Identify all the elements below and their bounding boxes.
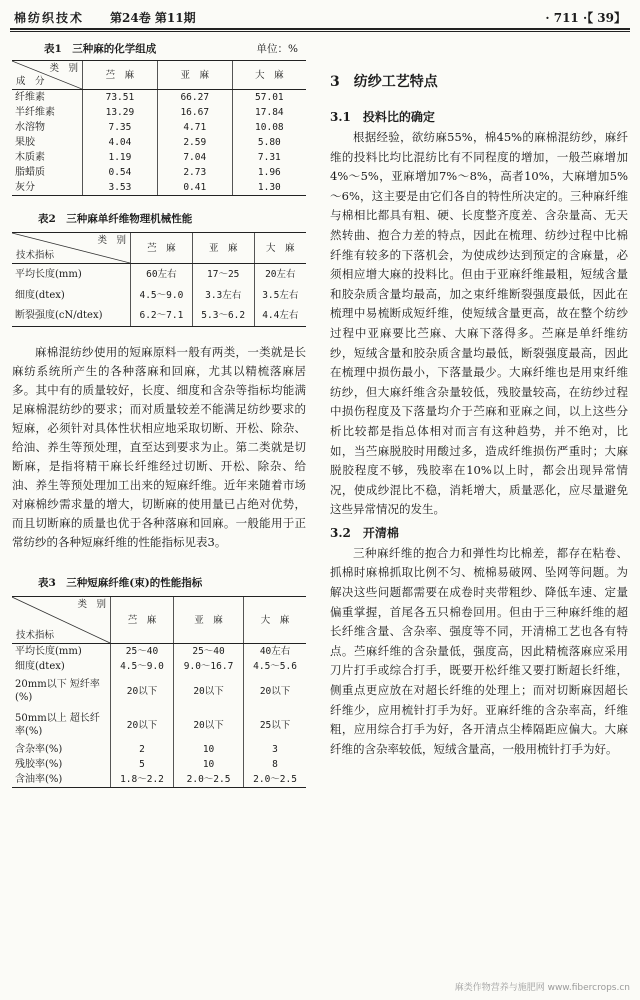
cell-value: 25～40 [111,644,174,660]
subsection-paragraph: 三种麻纤维的抱合力和弹性均比棉差，都存在粘卷、抓棉时麻棉抓取比例不匀、梳棉易破网、坠网等问题。为解决这些问题都需要在成卷时夹带粗纱、降低车速、定量偏重掌握，首尾各五只棉卷回用。但由于三种麻纤维的超长纤维含量、含杂率、强度等不同，开清棉工艺也各有特点。苎麻纤维的含杂量低，强度高，因此精梳落麻应采用刀片打手或综合打手，既要开松纤维又要打断超长纤维，侧重点更应放在对超长纤维的处理上；而对切断麻因超长纤维少，应用梳针打手为好。亚麻纤维的含杂率高，纤维粗，应用综合打手为好，各开清点尘棒隔距应偏大。大麻纤维的含杂率较低，短绒含量高，一般用梳针打手为好。 [330,545,628,756]
row-label: 含杂率(%) [15,744,63,755]
table2-col-header: 苎 麻 [131,233,193,264]
table3-corner-cell [12,597,111,644]
table3-corner-top: 类 别 [77,599,106,610]
table2-header-row [12,233,306,264]
table-row [12,742,306,757]
row-label: 20mm以下 短纤率(%) [15,679,100,703]
row-label: 半纤维素 [15,107,55,118]
subsection-title: 3.1 投料比的确定 [330,110,435,124]
cell-value: 40左右 [244,644,306,660]
cell-value: 1.8～2.2 [111,772,174,788]
issue-info: 第24卷 第11期 [110,11,196,25]
table3-corner-bottom: 技术指标 [16,630,55,641]
header-rule [10,28,630,30]
cell-value: 10 [174,757,244,772]
table3-col-header: 大 麻 [244,597,306,644]
cell-value: 20以下 [174,708,244,742]
row-label: 平均长度(mm) [15,268,82,280]
cell-value: 57.01 [232,90,306,106]
row-label: 残胶率(%) [15,759,63,770]
cell-value: 4.5～9.0 [111,659,174,674]
table-row [12,165,306,180]
table1-caption-row [44,40,306,58]
left-column [12,40,306,788]
subsection-paragraph: 根据经验，欲纺麻55%，棉45%的麻棉混纺纱，麻纤维的投料比均比混纺比有不同程度的增加，一般苎麻增加4%～5%，亚麻增加7%～8%，高者10%，大麻增加5%～6%，这主要是由它们各自的特性所决定的。三种麻纤维与棉相比都具有粗、硬、长度整齐度差、含杂量高、无天然转曲、抱合力差的特点，因此在梳理、纺纱过程中比棉纤维有较多的下落机会，为使成纱达到预定的含麻量，必须相应增大麻的投料比。但由于亚麻纤维最粗，短绒含量和胶杂质含量均最高，加之束纤维断裂强度最低，因此在梳理中易梳断成短纤维，使短绒含量更高，故在整个纺纱过程中亚麻要比苎麻、大麻下落得多。苎麻是单纤维纺纱，短绒含量和胶杂质含量均最低，断裂强度最高，因此在梳理中损伤最小，下落量最少。大麻纤维也是用束纤维纺纱，但大麻纤维含杂量较低，残胶量较高，在纺纱过程中损伤程度及下落量均介于苎麻和亚麻之间，以上这些分析比较都是指总体相对而言有这种趋势，并不绝对，比如，当苎麻脱胶时用酸过多，造成纤维损伤严重时；大麻脱胶程度不够，残胶率在10%以上时，都会出现异常情况，使成纱混比不稳，消耗增大，质量恶化，应尽量避免这些异常情况的发生。 [330,130,628,517]
table3-caption-row [38,574,306,592]
table2-corner-cell [12,233,131,264]
row-label: 平均长度(mm) [15,646,82,657]
cell-value: 2.73 [157,165,232,180]
table1-unit: 单位：% [256,43,298,55]
table-row [12,150,306,165]
row-label: 果胶 [15,137,35,148]
table2-col-header: 大 麻 [254,233,306,264]
table2-col-header: 亚 麻 [192,233,254,264]
row-label: 断裂强度(cN/dtex) [12,306,131,327]
table1-corner-cell [12,61,83,90]
page-number: · 711 ·【 39】 [545,11,626,25]
table-row [12,644,306,660]
cell-value: 1.19 [83,150,158,165]
cell-value: 20以下 [244,674,306,708]
site-watermark: 麻类作物营养与施肥网 www.fibercrops.cn [454,983,630,993]
row-label: 灰分 [12,180,83,196]
cell-value: 66.27 [157,90,232,106]
table-row [12,90,306,106]
table-row [12,180,306,196]
row-label: 含油率(%) [12,772,111,788]
cell-value: 4.4左右 [254,306,306,327]
cell-value: 0.54 [83,165,158,180]
table2-corner-bottom: 技术指标 [16,250,55,261]
cell-value: 4.71 [157,120,232,135]
table3-header-row [12,597,306,644]
cell-value: 3.3左右 [192,285,254,306]
table-row [12,120,306,135]
cell-value: 17～25 [192,264,254,285]
cell-value: 0.41 [157,180,232,196]
table2-caption-row [38,210,306,228]
table-row [12,105,306,120]
row-label: 水溶物 [15,122,45,133]
cell-value: 3 [244,742,306,757]
table-row [12,659,306,674]
cell-value: 8 [244,757,306,772]
table1-col-header: 亚 麻 [157,61,232,90]
table-row [12,135,306,150]
section-title: 3 纺纱工艺特点 [330,74,438,90]
cell-value: 9.0～16.7 [174,659,244,674]
cell-value: 3.5左右 [254,285,306,306]
cell-value: 1.96 [232,165,306,180]
cell-value: 20以下 [111,674,174,708]
table2-caption: 表2 三种麻单纤维物理机械性能 [38,213,193,225]
table-row [12,772,306,788]
row-label: 木质素 [15,152,45,163]
journal-name: 棉纺织技术 [14,11,85,25]
cell-value: 2 [111,742,174,757]
table-row [12,264,306,285]
cell-value: 2.0～2.5 [174,772,244,788]
cell-value: 60左右 [131,264,193,285]
cell-value: 20以下 [111,708,174,742]
cell-value: 25～40 [174,644,244,660]
cell-value: 2.59 [157,135,232,150]
table3 [12,596,306,788]
cell-value: 2.0～2.5 [244,772,306,788]
page-header [10,6,630,28]
cell-value: 4.5～9.0 [131,285,193,306]
table-row [12,708,306,742]
table1-col-header: 苎 麻 [83,61,158,90]
right-column [330,70,628,759]
cell-value: 7.04 [157,150,232,165]
table1-col-header: 大 麻 [232,61,306,90]
table-row [12,285,306,306]
table-row [12,757,306,772]
cell-value: 13.29 [83,105,158,120]
row-label: 细度(dtex) [15,661,65,672]
table1-corner-bottom: 成 分 [16,76,45,87]
table3-col-header: 亚 麻 [174,597,244,644]
table3-col-header: 苎 麻 [111,597,174,644]
cell-value: 5 [111,757,174,772]
cell-value: 4.5～5.6 [244,659,306,674]
cell-value: 7.31 [232,150,306,165]
cell-value: 20以下 [174,674,244,708]
cell-value: 5.80 [232,135,306,150]
row-label: 脂蜡质 [15,167,45,178]
cell-value: 25以下 [244,708,306,742]
row-label: 细度(dtex) [15,289,65,301]
cell-value: 17.84 [232,105,306,120]
cell-value: 16.67 [157,105,232,120]
cell-value: 73.51 [83,90,158,106]
table-row [12,306,306,327]
table1-corner-top: 类 别 [49,63,78,74]
table1-header-row [12,61,306,90]
table1 [12,60,306,196]
cell-value: 7.35 [83,120,158,135]
cell-value: 1.30 [232,180,306,196]
cell-value: 5.3～6.2 [192,306,254,327]
cell-value: 10 [174,742,244,757]
table2 [12,232,306,327]
table-row [12,674,306,708]
cell-value: 3.53 [83,180,158,196]
cell-value: 4.04 [83,135,158,150]
left-body-paragraph: 麻棉混纺纱使用的短麻原料一般有两类，一类就是长麻纺系统所产生的各种落麻和回麻，尤其以精梳落麻居多。其中有的质量较好，长度、细度和含杂等指标均能满足麻棉混纺纱的要求；而对质量较差不能满足纺纱要求的短麻，必须针对具体性状相应地采取切断、开松、除杂、给油、养生等预处理，直至达到要求为止。第二类就是切断麻，是指将精干麻长纤维经过切断、开松、除杂、给油、养生等预处理加工出来的短麻纤维。近年来随着市场对麻棉纱需求量的增大，切断麻的使用量已占绝对优势，而且切断麻的质量也优于各种落麻和回麻。一般能用于正常纺纱的各种短麻纤维的性能指标见表3。 [12,345,306,549]
row-label: 纤维素 [15,92,45,103]
cell-value: 10.08 [232,120,306,135]
table3-caption: 表3 三种短麻纤维(束)的性能指标 [38,577,203,589]
subsection-title: 3.2 开清棉 [330,525,399,540]
cell-value: 20左右 [254,264,306,285]
table1-caption: 表1 三种麻的化学组成 [44,43,157,55]
row-label: 50mm以上 超长纤率(%) [15,713,100,737]
cell-value: 6.2～7.1 [131,306,193,327]
table2-corner-top: 类 别 [97,235,126,246]
header-rule-thin [10,31,630,32]
